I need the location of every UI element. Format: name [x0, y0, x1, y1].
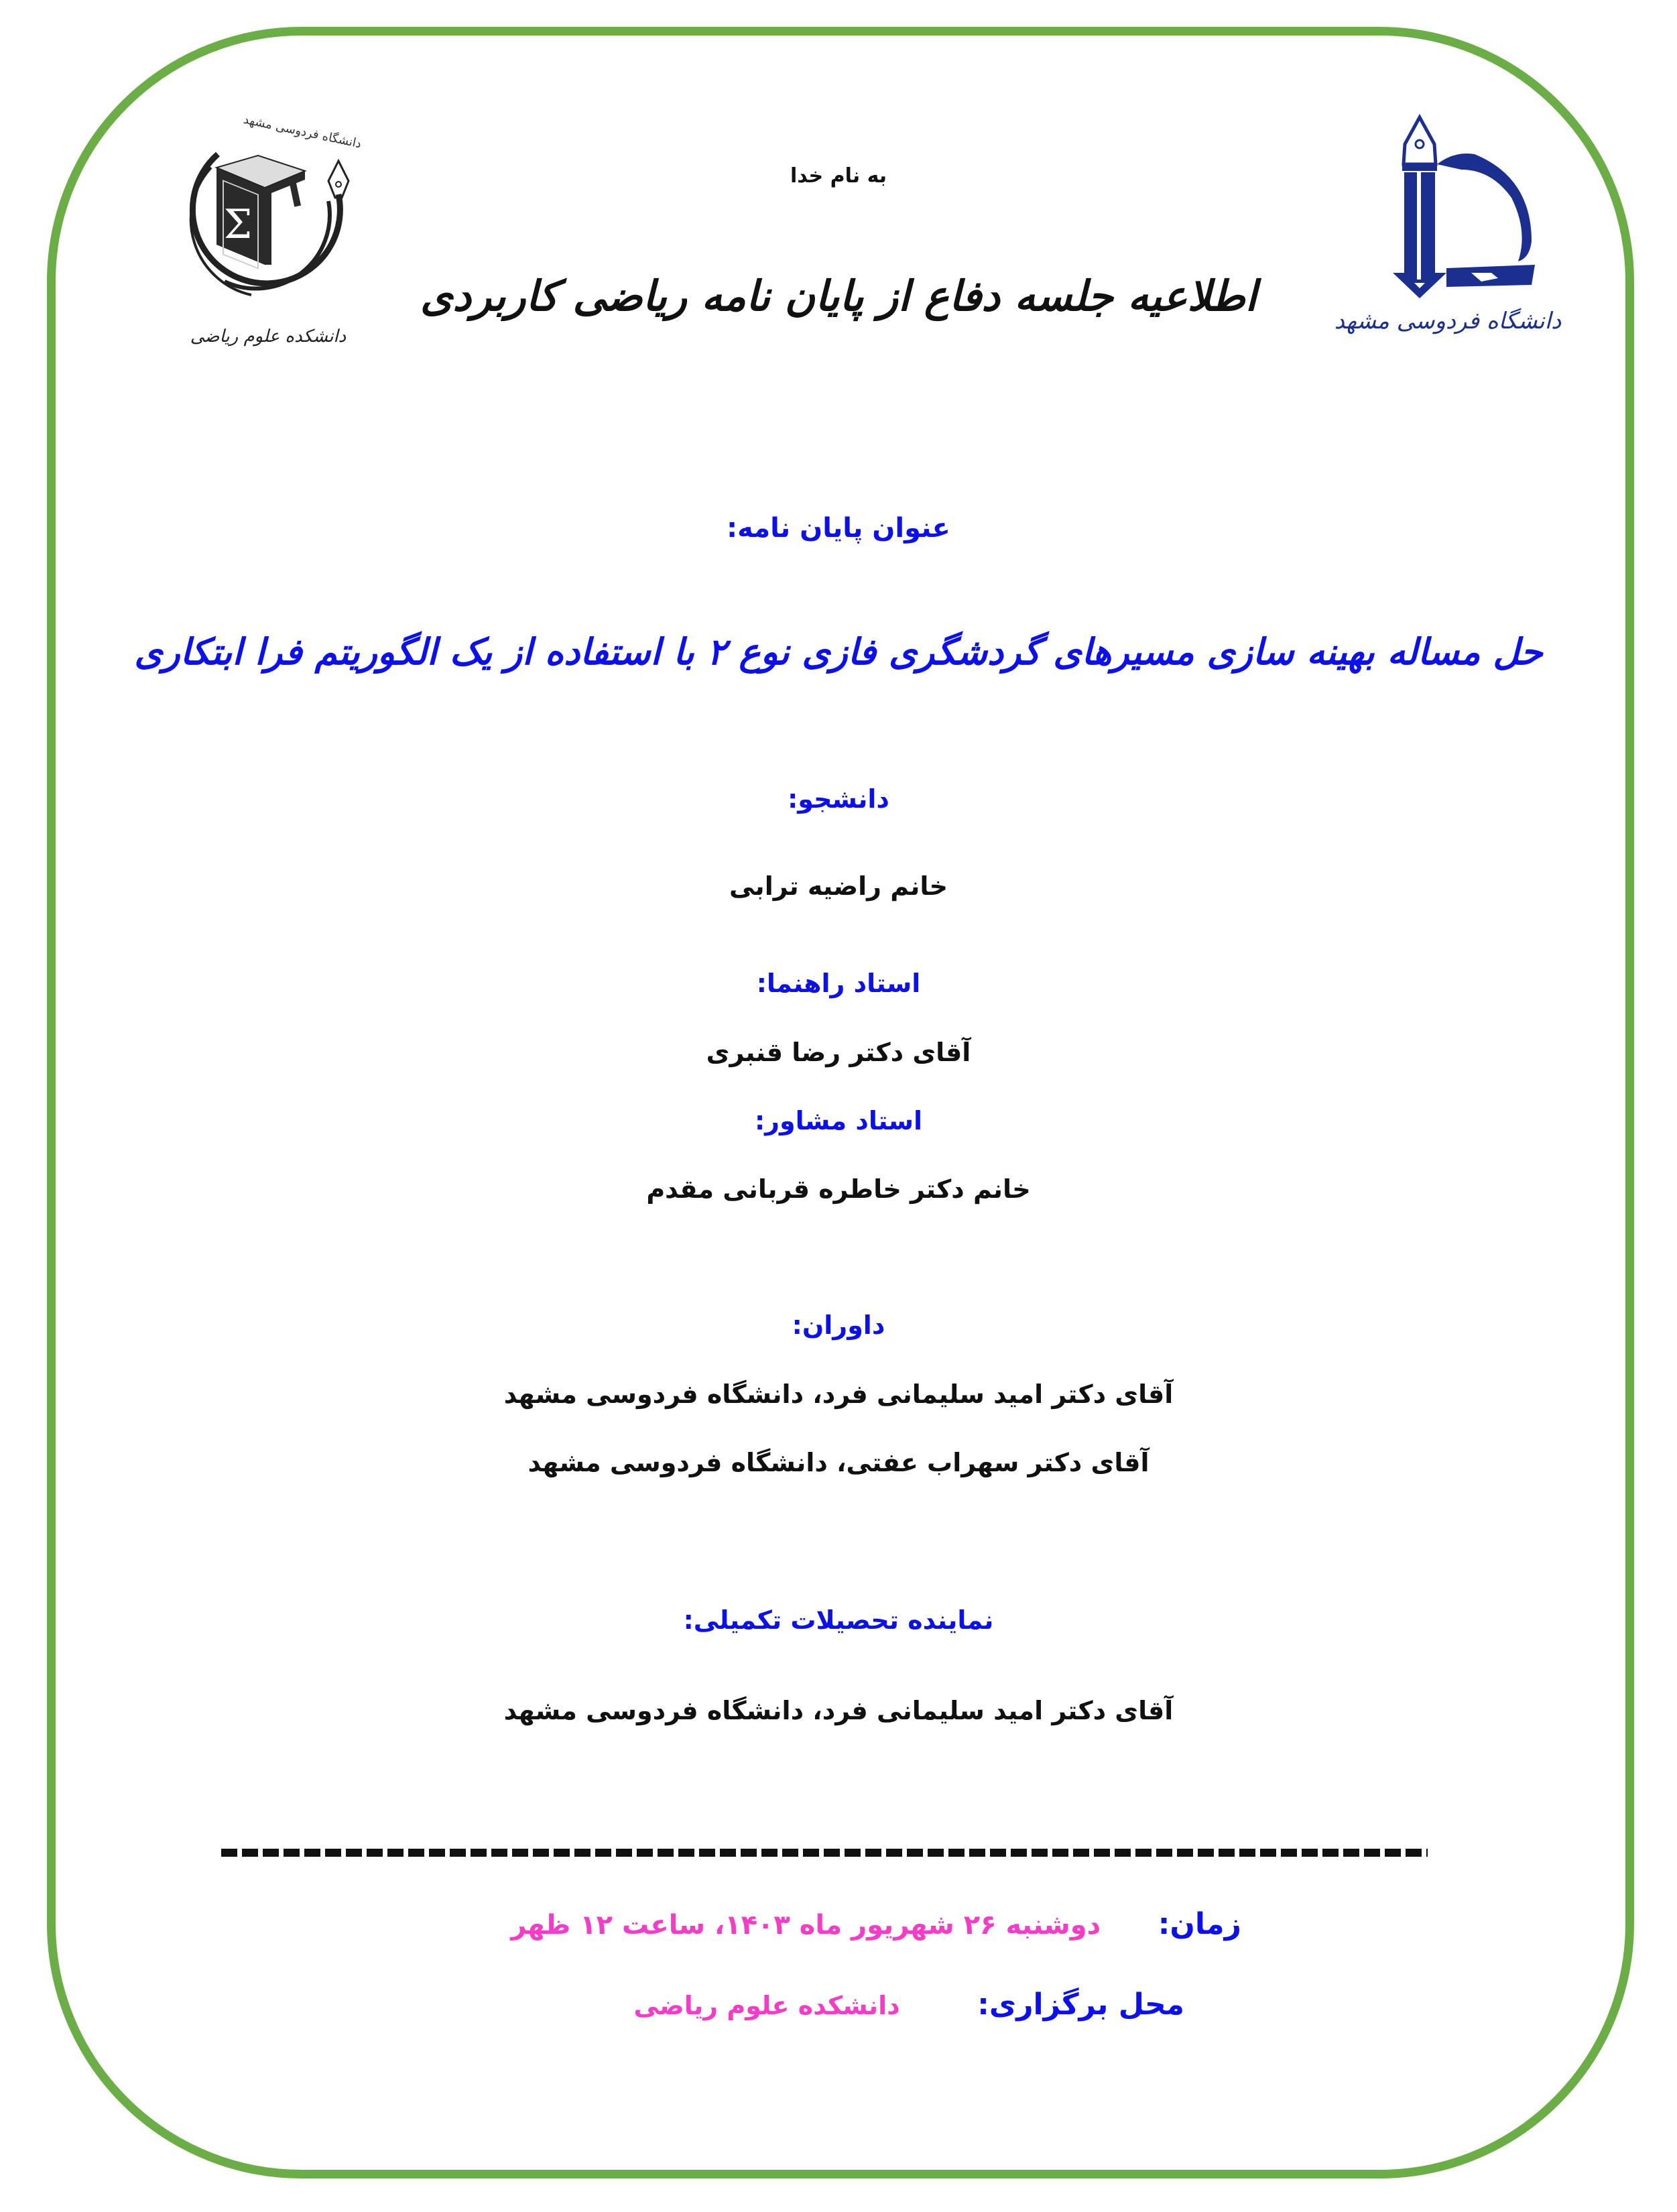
- svg-text:Σ: Σ: [223, 201, 253, 248]
- thesis-title-label: عنوان پایان نامه:: [727, 513, 950, 544]
- logo-text: دانشگاه فردوسی مشهد: [1334, 308, 1562, 334]
- place-label: محل برگزاری:: [977, 1987, 1184, 2022]
- advisor-label: استاد مشاور:: [754, 1106, 923, 1135]
- announcement-title: اطلاعیه جلسه دفاع از پایان نامه ریاضی کاربردی: [420, 271, 1257, 320]
- separator-line: [221, 1849, 1428, 1857]
- thesis-title: حل مساله بهینه سازی مسیرهای گردشگری فازی نوع ۲ با استفاده از یک الگوریتم فرا ابتکاری: [134, 630, 1543, 673]
- referee-name: آقای دکتر امید سلیمانی فرد، دانشگاه فردوسی مشهد: [503, 1379, 1174, 1409]
- referee-name: آقای دکتر سهراب عفتی، دانشگاه فردوسی مشهد: [527, 1448, 1150, 1477]
- referees-label: داوران:: [792, 1310, 885, 1340]
- faculty-of-mathematical-sciences-logo: [171, 114, 365, 362]
- time-label: زمان:: [1158, 1907, 1241, 1941]
- graduate-rep-name: آقای دکتر امید سلیمانی فرد، دانشگاه فردوسی مشهد: [503, 1696, 1174, 1725]
- graduate-rep-label: نماینده تحصیلات تکمیلی:: [683, 1605, 994, 1635]
- bismillah-heading: به نام خدا: [790, 164, 887, 188]
- place-value: دانشکده علوم ریاضی: [633, 1991, 900, 2020]
- student-label: دانشجو:: [788, 784, 889, 814]
- advisor-name: خانم دکتر خاطره قربانی مقدم: [646, 1174, 1031, 1204]
- event-place-row: [634, 1987, 1184, 2022]
- student-name: خانم راضیه ترابی: [729, 871, 948, 901]
- logo-bottom-text: دانشکده علوم ریاضی: [190, 326, 347, 347]
- event-time-row: [511, 1907, 1241, 1941]
- time-value: دوشنبه ۲۶ شهریور ماه ۱۴۰۳، ساعت ۱۲ ظهر: [511, 1910, 1101, 1941]
- supervisor-name: آقای دکتر رضا قنبری: [706, 1038, 971, 1067]
- supervisor-label: استاد راهنما:: [756, 969, 921, 998]
- pen-nib-icon: [1402, 117, 1437, 171]
- logo-top-text: دانشگاه فردوسی مشهد: [242, 112, 363, 151]
